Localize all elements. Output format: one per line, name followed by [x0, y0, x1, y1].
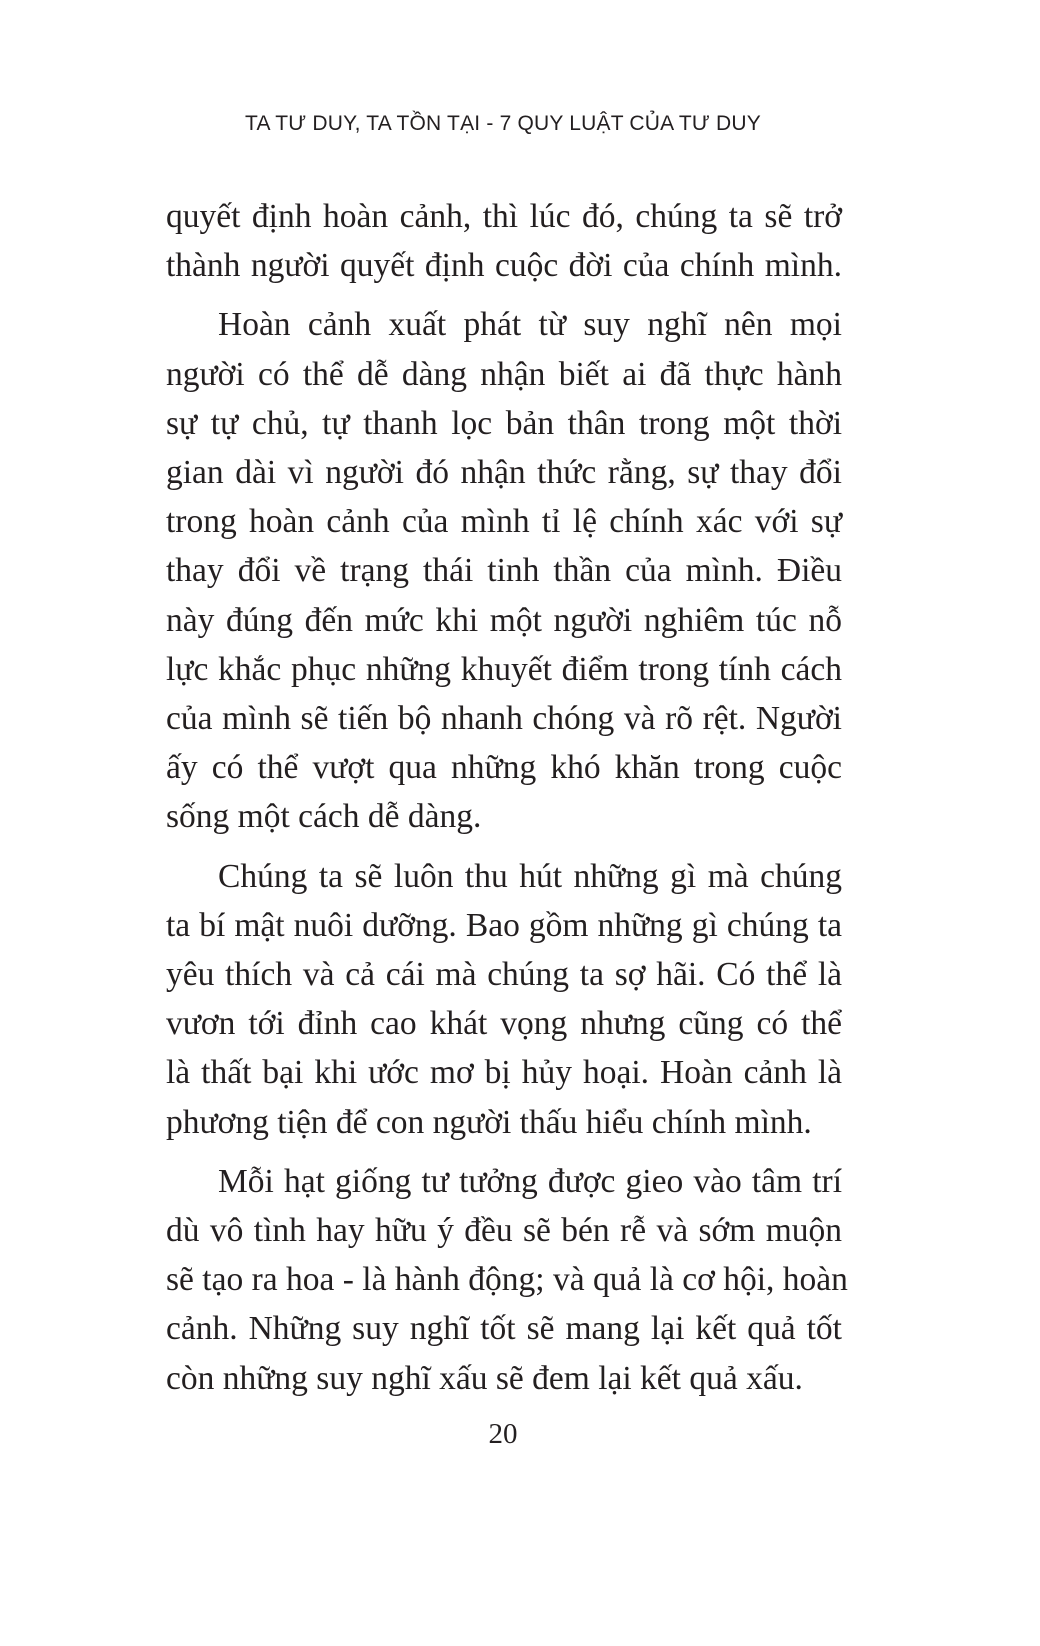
text-line: trong hoàn cảnh của mình tỉ lệ chính xác với sự: [166, 503, 842, 541]
text-line: quyết định hoàn cảnh, thì lúc đó, chúng ta sẽ trở: [166, 198, 842, 235]
text-line: thành người quyết định cuộc đời của chính mình.: [166, 247, 842, 285]
text-line: sẽ tạo ra hoa - là hành động; và quả là cơ hội, hoàn: [166, 1261, 848, 1299]
page-number: 20: [488, 1418, 518, 1450]
text-line: vươn tới đỉnh cao khát vọng nhưng cũng có thể: [166, 1005, 842, 1043]
text-line: ấy có thể vượt qua những khó khăn trong cuộc: [166, 749, 842, 787]
text-line: gian dài vì người đó nhận thức rằng, sự thay đổi: [166, 454, 842, 492]
text-line: còn những suy nghĩ xấu sẽ đem lại kết quả xấu.: [166, 1359, 803, 1397]
paragraph-2: [166, 300, 842, 841]
text-line: là thất bại khi ước mơ bị hủy hoại. Hoàn cảnh là: [166, 1054, 842, 1092]
text-line: lực khắc phục những khuyết điểm trong tính cách: [166, 650, 842, 688]
text-line: cảnh. Những suy nghĩ tốt sẽ mang lại kết quả tốt: [166, 1310, 842, 1348]
text-line: sự tự chủ, tự thanh lọc bản thân trong một thời: [166, 404, 842, 442]
body-text: [166, 192, 848, 1413]
paragraph-4: [166, 1157, 848, 1403]
paragraph-1: [166, 192, 842, 290]
text-line: này đúng đến mức khi một người nghiêm túc nỗ: [166, 601, 842, 639]
text-line: dù vô tình hay hữu ý đều sẽ bén rễ và sớm muộn: [166, 1212, 842, 1250]
text-line: phương tiện để con người thấu hiểu chính mình.: [166, 1103, 812, 1141]
running-header: TA TƯ DUY, TA TỒN TẠI - 7 QUY LUẬT CỦA TƯ DUY: [245, 112, 761, 135]
text-line: Mỗi hạt giống tư tưởng được gieo vào tâm trí: [218, 1162, 842, 1200]
text-line: sống một cách dễ dàng.: [166, 798, 482, 836]
text-line: Hoàn cảnh xuất phát từ suy nghĩ nên mọi: [218, 306, 842, 344]
text-line: Chúng ta sẽ luôn thu hút những gì mà chúng: [218, 857, 842, 895]
text-line: yêu thích và cả cái mà chúng ta sợ hãi. Có thể là: [166, 956, 842, 994]
text-line: ta bí mật nuôi dưỡng. Bao gồm những gì chúng ta: [166, 906, 842, 944]
paragraph-3: [166, 852, 842, 1147]
text-line: của mình sẽ tiến bộ nhanh chóng và rõ rệt. Người: [166, 700, 842, 738]
text-line: thay đổi về trạng thái tinh thần của mình. Điều: [166, 552, 842, 590]
text-line: người có thể dễ dàng nhận biết ai đã thực hành: [166, 355, 842, 393]
